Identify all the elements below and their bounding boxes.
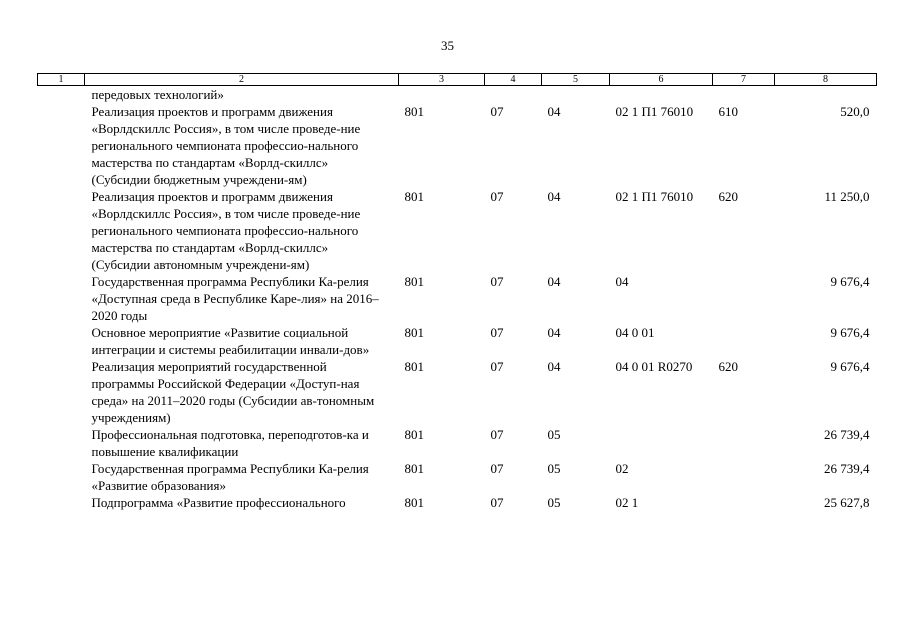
row-target-item <box>610 86 713 104</box>
row-subsection: 04 <box>547 274 561 289</box>
row-section: 07 <box>490 274 504 289</box>
row-admin-code: 801 <box>404 325 424 340</box>
row-target-item: 04 <box>615 274 629 289</box>
row-admin-code: 801 <box>404 189 424 204</box>
column-header-4: 4 <box>485 74 542 86</box>
row-target-item: 02 1 П1 76010 <box>615 104 694 119</box>
column-header-1: 1 <box>38 74 85 86</box>
table-row <box>38 494 877 511</box>
row-admin-code: 801 <box>404 359 424 374</box>
row-expense-type <box>713 460 775 494</box>
row-target-item: 04 0 01 R0270 <box>615 359 693 374</box>
column-header-3: 3 <box>399 74 485 86</box>
budget-table <box>37 73 877 511</box>
table-row <box>38 358 877 426</box>
row-expense-type <box>713 426 775 460</box>
row-amount: 9 676,4 <box>830 274 870 289</box>
row-admin-code: 801 <box>404 274 424 289</box>
column-header-2: 2 <box>85 74 399 86</box>
row-amount: 9 676,4 <box>830 359 870 374</box>
row-section: 07 <box>490 104 504 119</box>
row-expense-type <box>713 324 775 358</box>
column-header-8: 8 <box>775 74 877 86</box>
row-expense-type: 620 <box>718 359 738 374</box>
page-number-text: 35 <box>441 38 454 53</box>
row-name: Реализация проектов и программ движения «Ворлдскиллс Россия», в том числе проведе-ние регионального чемпионата профессио-нального мастерства по стандартам «Ворлд-скиллс» (Субсидии бюджетным учреждени-ям) <box>91 104 361 187</box>
table-row <box>38 86 877 104</box>
row-name: Государственная программа Республики Ка-релия «Доступная среда в Республике Каре-лия» на 2016–2020 годы <box>91 274 379 323</box>
row-name: Основное мероприятие «Развитие социальной интеграции и системы реабилитации инвали-дов» <box>91 325 370 357</box>
column-header-5: 5 <box>542 74 610 86</box>
row-target-item: 02 1 <box>615 495 639 510</box>
table-header <box>38 74 877 86</box>
row-subsection <box>542 86 610 104</box>
row-target-item: 02 <box>615 461 629 476</box>
table-row <box>38 188 877 273</box>
page-number <box>0 38 905 54</box>
row-target-item: 02 1 П1 76010 <box>615 189 694 204</box>
row-name: Профессиональная подготовка, переподготов-ка и повышение квалификации <box>91 427 369 459</box>
row-subsection: 05 <box>547 461 561 476</box>
row-col1-empty <box>38 358 85 426</box>
row-name: Государственная программа Республики Ка-релия «Развитие образования» <box>91 461 369 493</box>
row-admin-code: 801 <box>404 495 424 510</box>
table-header-row <box>38 74 877 86</box>
row-col1-empty <box>38 460 85 494</box>
row-target-item: 04 0 01 <box>615 325 655 340</box>
row-section: 07 <box>490 495 504 510</box>
row-section <box>485 86 542 104</box>
row-expense-type: 620 <box>718 189 738 204</box>
row-expense-type <box>713 86 775 104</box>
row-admin-code: 801 <box>404 427 424 442</box>
row-amount <box>775 86 877 104</box>
row-name: передовых технологий» <box>91 87 224 102</box>
row-amount: 520,0 <box>840 104 870 119</box>
table-row <box>38 103 877 188</box>
row-expense-type: 610 <box>718 104 738 119</box>
row-section: 07 <box>490 427 504 442</box>
row-name: Реализация мероприятий государственной программы Российской Федерации «Доступ-ная среда» на 2011–2020 годы (Субсидии ав-тономным учреждениям) <box>91 359 375 425</box>
row-col1-empty <box>38 86 85 104</box>
row-col1-empty <box>38 273 85 324</box>
row-col1-empty <box>38 188 85 273</box>
row-amount: 11 250,0 <box>824 189 870 204</box>
row-name: Подпрограмма «Развитие профессионального <box>91 495 346 510</box>
row-name: Реализация проектов и программ движения «Ворлдскиллс Россия», в том числе проведе-ние регионального чемпионата профессио-нального мастерства по стандартам «Ворлд-скиллс» (Субсидии автономным учреждени-ям) <box>91 189 361 272</box>
row-col1-empty <box>38 103 85 188</box>
row-admin-code <box>399 86 485 104</box>
row-section: 07 <box>490 461 504 476</box>
table-body <box>38 86 877 512</box>
row-subsection: 05 <box>547 427 561 442</box>
row-expense-type <box>713 273 775 324</box>
table-row <box>38 460 877 494</box>
row-subsection: 04 <box>547 189 561 204</box>
row-subsection: 04 <box>547 104 561 119</box>
row-amount: 9 676,4 <box>830 325 870 340</box>
row-col1-empty <box>38 426 85 460</box>
table-row <box>38 273 877 324</box>
column-header-7: 7 <box>713 74 775 86</box>
row-admin-code: 801 <box>404 461 424 476</box>
table-row <box>38 426 877 460</box>
row-subsection: 04 <box>547 359 561 374</box>
row-section: 07 <box>490 325 504 340</box>
row-amount: 26 739,4 <box>824 427 870 442</box>
row-expense-type <box>713 494 775 511</box>
table-row <box>38 324 877 358</box>
row-section: 07 <box>490 359 504 374</box>
row-subsection: 04 <box>547 325 561 340</box>
row-admin-code: 801 <box>404 104 424 119</box>
row-col1-empty <box>38 324 85 358</box>
row-target-item <box>610 426 713 460</box>
column-header-6: 6 <box>610 74 713 86</box>
row-amount: 25 627,8 <box>824 495 870 510</box>
row-section: 07 <box>490 189 504 204</box>
row-subsection: 05 <box>547 495 561 510</box>
row-col1-empty <box>38 494 85 511</box>
row-amount: 26 739,4 <box>824 461 870 476</box>
